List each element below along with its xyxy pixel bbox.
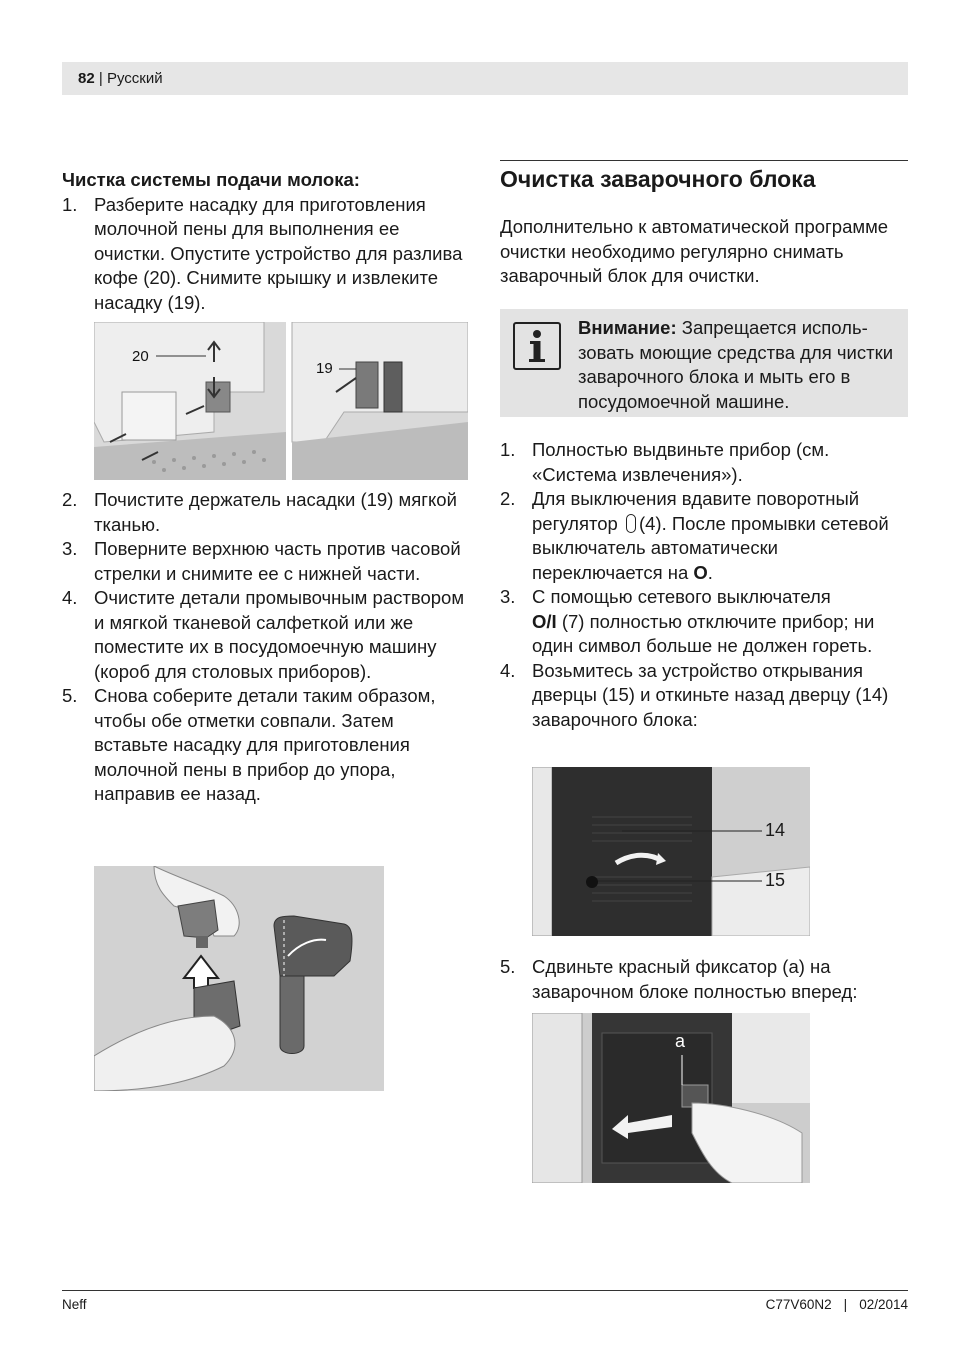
left-column — [62, 168, 472, 315]
section-rule — [500, 160, 908, 161]
milk-steps-list-a — [62, 193, 472, 316]
list-item — [500, 585, 908, 659]
header-language: Русский — [106, 70, 163, 87]
step-text: (4). После промывки сетевой выключатель автоматически переключается на — [532, 512, 889, 583]
callout-20: 20 — [132, 348, 149, 365]
step-text: Сдвиньте красный фиксатор (a) на заварочном блоке полностью вперед: — [532, 956, 858, 1002]
step-number: 2. — [500, 488, 516, 509]
step-number: 1. — [62, 193, 78, 215]
callout-19: 19 — [316, 360, 333, 377]
footer-model: C77V60N2 — [765, 1297, 832, 1312]
step-number: 5. — [500, 956, 516, 977]
symbol-o: O — [693, 561, 708, 583]
step-number: 2. — [62, 489, 78, 510]
step-text: Поверните верхнюю часть против часовой стрелки и снимите ее с нижней части. — [94, 538, 461, 584]
notice-text — [578, 316, 904, 414]
step-text: . — [707, 561, 713, 583]
figure-frother-assembly — [94, 866, 384, 1091]
figure-red-latch — [532, 1013, 810, 1183]
notice-box — [500, 309, 908, 417]
list-item — [500, 659, 908, 733]
callout-14: 14 — [765, 820, 786, 840]
step-number: 1. — [500, 439, 516, 460]
brew-steps-list-b — [500, 955, 908, 1004]
list-item — [62, 488, 472, 537]
page-header — [62, 62, 908, 95]
section-title: Очистка заварочного блока — [500, 166, 816, 192]
figure-frother-removal — [94, 322, 468, 480]
list-item — [500, 487, 908, 585]
step-text: Полностью выдвиньте прибор (см. «Система извлечения»). — [532, 439, 830, 485]
list-item — [500, 955, 908, 1004]
header-separator: | — [98, 70, 103, 87]
step-number: 3. — [62, 538, 78, 559]
figure-brew-unit-door — [532, 767, 810, 936]
footer-date: 02/2014 — [859, 1297, 908, 1312]
step-number: 4. — [62, 587, 78, 608]
step-text: Для выключения вдавите поворотный регулятор — [532, 488, 860, 534]
step-text: Очистите детали промывочным раствором и мягкой тканевой салфеткой или же поместите их в посудомоечную машину (короб для столовых приборов). — [94, 587, 465, 682]
list-item — [62, 193, 472, 316]
list-item — [62, 586, 472, 684]
step-number: 4. — [500, 659, 516, 681]
step-text: (7) полностью отключите прибор; ни один символ больше не должен гореть. — [532, 610, 875, 656]
left-column-cont — [62, 488, 472, 807]
step-text: Разберите насадку для приготовления молочной пены для выполнения ее очистки. Опустите устройство для разлива кофе (20). Снимите крышку и извлеките насадку (19). — [94, 193, 463, 313]
footer-brand: Neff — [62, 1297, 87, 1312]
callout-a: a — [675, 1031, 686, 1051]
notice-label: Внимание: — [578, 317, 677, 338]
symbol-oi: O/I — [532, 610, 557, 632]
step-text: Возьмитесь за устройство открывания дверцы (15) и откиньте назад дверцу (14) заварочного блока: — [532, 659, 889, 730]
footer-rule — [62, 1290, 908, 1291]
list-item — [62, 684, 472, 807]
footer-separator: | — [843, 1297, 848, 1312]
footer-info — [766, 1297, 908, 1312]
right-steps — [500, 438, 908, 732]
milk-steps-list-b — [62, 488, 472, 807]
header-text — [78, 70, 163, 87]
rotary-knob-icon — [626, 514, 636, 533]
page-number: 82 — [78, 70, 95, 87]
intro-paragraph: Дополнительно к автоматической программе очистки необходимо регулярно снимать заварочный блок для очистки. — [500, 216, 889, 286]
step-text: Снова соберите детали таким образом, чтобы обе отметки совпали. Затем вставьте насадку для приготовления молочной пены в прибор до упора, направив ее назад. — [94, 685, 436, 804]
list-item — [62, 537, 472, 586]
brew-steps-list — [500, 438, 908, 732]
info-icon — [513, 322, 561, 370]
step-text: С помощью сетевого выключателя — [532, 586, 831, 607]
list-item — [500, 438, 908, 487]
step-text: Почистите держатель насадки (19) мягкой тканью. — [94, 489, 457, 535]
step-number: 3. — [500, 586, 516, 607]
notice-body: Запрещается использовать моющие средства для чистки заварочного блока и мыть его в посудомоечной машине. — [578, 317, 894, 412]
callout-15: 15 — [765, 870, 786, 890]
step-number: 5. — [62, 685, 78, 706]
milk-system-heading: Чистка системы подачи молока: — [62, 169, 360, 190]
right-step-5 — [500, 955, 908, 1004]
